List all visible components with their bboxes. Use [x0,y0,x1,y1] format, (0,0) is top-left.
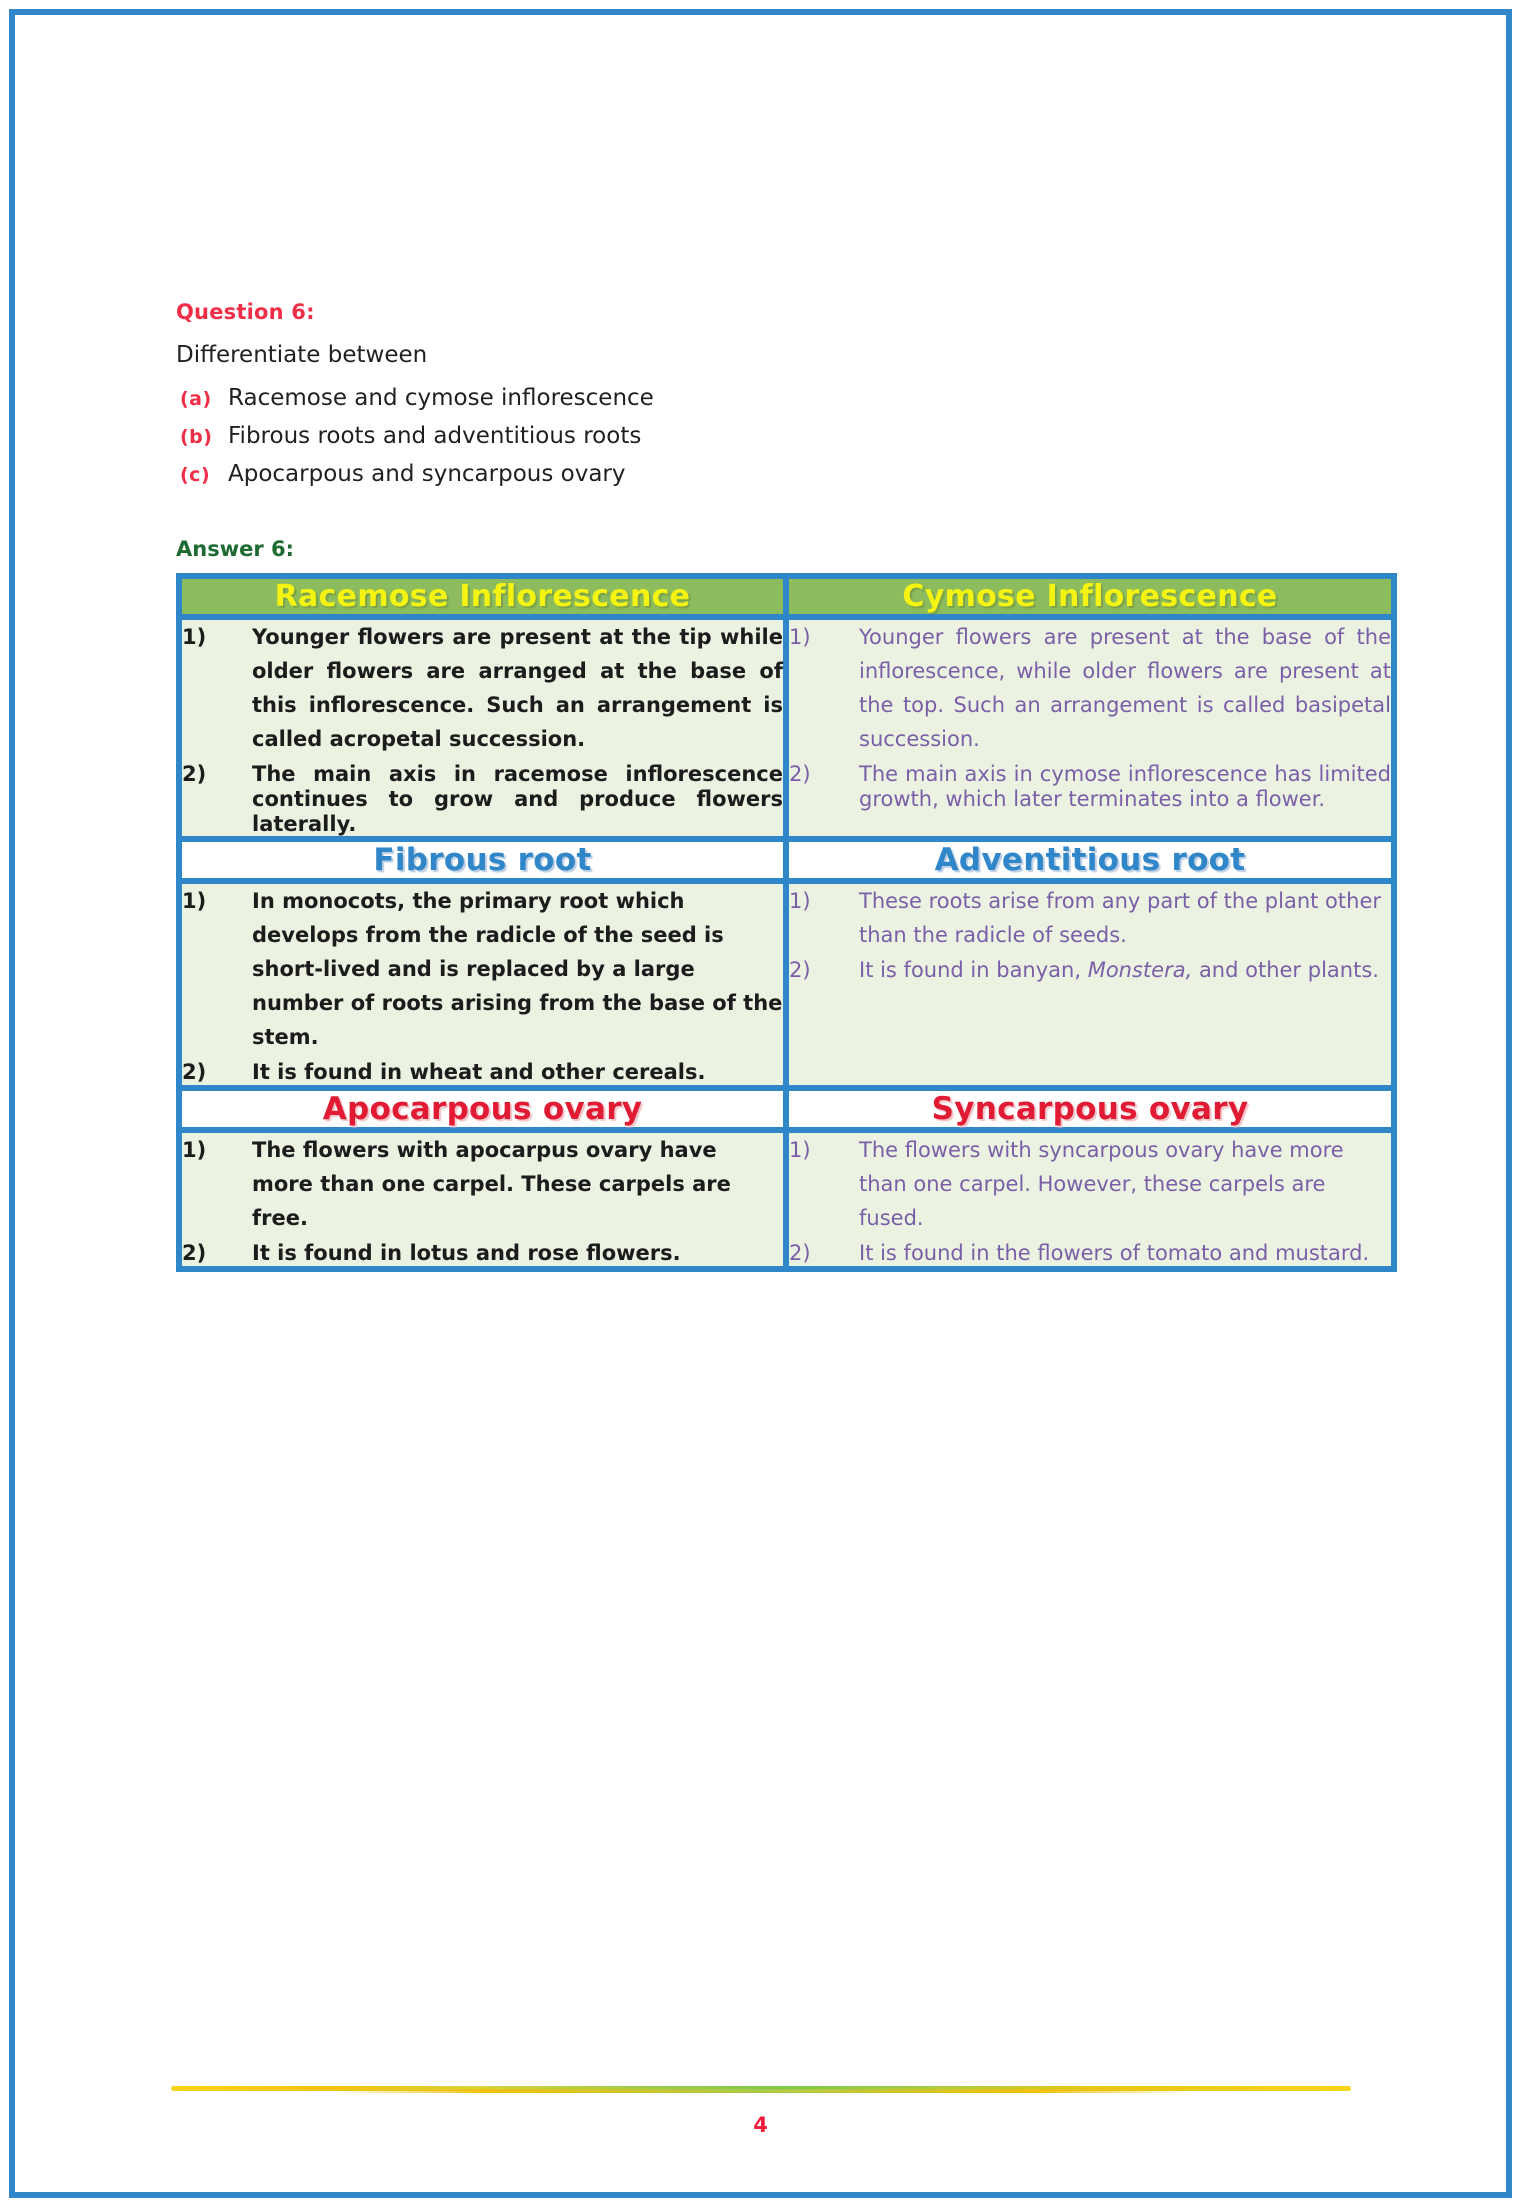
header-label-apocarpous-ovary: Apocarpous ovary [322,1091,643,1128]
para-number: 1) [789,625,811,649]
para-number: 2) [182,762,207,787]
list-item [789,762,1391,812]
question-item-marker: (c) [180,464,211,486]
footer-decorative-rule-secondary [331,2089,1191,2093]
question-list-item [176,461,1391,487]
table-header-row [179,1088,1394,1130]
para-text: It is found in the flowers of tomato and mustard. [859,1241,1370,1266]
table-cell-racemose-body [179,617,786,839]
table-cell-fibrous-root-body [179,881,786,1088]
list-item [182,620,783,756]
list-item [789,1133,1391,1235]
table-header-cell-left [179,1088,786,1130]
para-text: It is found in lotus and rose flowers. [252,1241,681,1266]
question-item-marker: (b) [180,426,213,448]
para-text: It is found in wheat and other cereals. [252,1060,706,1085]
para-text: Younger flowers are present at the tip while older flowers are arranged at the base of this inflorescence. Such an arrangement is called acropetal succession. [252,625,783,752]
table-header-row [179,839,1394,881]
para-text-post: and other plants. [1192,958,1379,983]
para-number: 1) [182,625,207,649]
question-heading: Question 6: [176,300,315,324]
question-item-text: Racemose and cymose inflorescence [228,385,654,411]
question-block [176,300,1391,487]
para-text: These roots arise from any part of the plant other than the radicle of seeds. [859,889,1382,948]
para-number: 1) [182,1138,207,1163]
para-number: 2) [182,1241,207,1266]
table-header-cell-left [179,839,786,881]
para-number: 1) [182,889,207,914]
question-intro: Differentiate between [176,342,428,368]
para-text-pre: It is found in banyan, [859,958,1088,983]
list-item [182,1241,783,1266]
para-number: 2) [789,958,811,983]
table-row [179,881,1394,1088]
table-header-row [179,576,1394,617]
table-row [179,617,1394,839]
question-item-text: Apocarpous and syncarpous ovary [228,461,626,487]
para-text: Younger flowers are present at the base of the inflorescence, while older flowers are present at the top. Such an arrangement is called basipetal succession. [859,625,1391,752]
para-number: 2) [789,1241,811,1266]
para-text: In monocots, the primary root which develops from the radicle of the seed is short-lived and is replaced by a large number of roots arising from the base of the stem. [252,889,783,1050]
para-number: 2) [182,1060,207,1085]
para-text-italic-species: Monstera, [1087,958,1193,983]
page-number: 4 [753,2113,768,2137]
table-cell-cymose-body [786,617,1394,839]
table-header-cell-left [179,576,786,617]
question-list [176,385,1391,487]
table-row [179,1130,1394,1269]
list-item [182,762,783,836]
table-cell-syncarpous-ovary-body [786,1130,1394,1269]
question-item-marker: (a) [180,388,212,410]
para-text: The flowers with syncarpous ovary have more than one carpel. However, these carpels are fused. [859,1138,1344,1231]
table-cell-apocarpous-ovary-body [179,1130,786,1269]
header-label-racemose: Racemose Inflorescence [274,579,691,614]
question-list-item [176,423,1391,449]
header-label-syncarpous-ovary: Syncarpous ovary [931,1091,1249,1128]
table-header-cell-right [786,576,1394,617]
table-cell-adventitious-root-body [786,881,1394,1088]
answer-heading: Answer 6: [176,537,295,561]
comparison-table [176,573,1397,1272]
list-item [789,958,1391,983]
page-content [176,300,1391,1272]
header-label-cymose: Cymose Inflorescence [902,579,1278,614]
list-item [182,884,783,1054]
table-header-cell-right [786,1088,1394,1130]
table-header-cell-right [786,839,1394,881]
list-item [182,1060,783,1085]
question-item-text: Fibrous roots and adventitious roots [228,423,642,449]
list-item [789,620,1391,756]
para-text: The main axis in racemose inflorescence continues to grow and produce flowers laterally. [252,762,783,836]
para-text [859,958,1391,983]
para-number: 2) [789,762,811,787]
page-footer [0,2086,1521,2137]
question-list-item [176,385,1391,411]
list-item [789,884,1391,952]
header-label-adventitious-root: Adventitious root [934,842,1246,879]
list-item [182,1133,783,1235]
para-text: The flowers with apocarpus ovary have more than one carpel. These carpels are free. [252,1138,731,1231]
para-number: 1) [789,1138,811,1163]
para-text: The main axis in cymose inflorescence has limited growth, which later terminates into a flower. [859,762,1391,811]
para-number: 1) [789,889,811,914]
header-label-fibrous-root: Fibrous root [373,842,592,879]
list-item [789,1241,1391,1266]
